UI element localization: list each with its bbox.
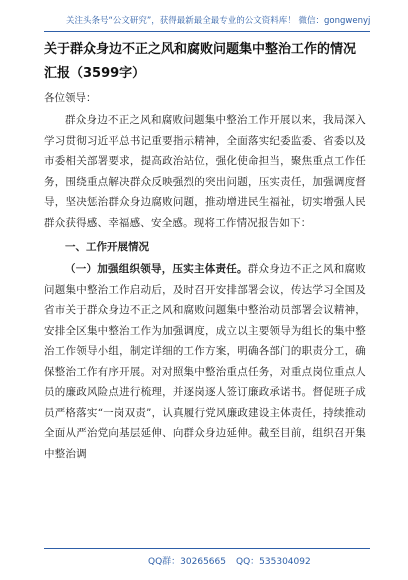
subsection-body-1: 群众身边不正之风和腐败问题集中整治工作启动后，及时召开安排部署会议，传达学习全国及省市关于群众身边不正之风和腐败问题集中整治动员部署会议精神，安排全区集中整治工作为加强调度，成立以主要领导为组长的集中整治工作领导小组，制定详细的工作方案，明确各部门的职责分工，确保整治工作有序开展。对对照集中整治重点任务，对重点岗位重点人员的廉政风险点进行梳理，并逐岗逐人签订廉政承诺书。督促班子成员严格落实“一岗双责”，认真履行党风廉政建设主体责任，持续推动全面从严治党向基层延伸、向群众身边延伸。截至目前，组织召开集中整治调 <box>44 263 366 460</box>
section-heading-1: 一、工作开展情况 <box>65 241 149 253</box>
footer-qq-group: QQ群：30265665 <box>148 557 226 567</box>
document-body <box>44 38 366 464</box>
subsection-paragraph-1 <box>44 259 366 464</box>
footer-qq-contact: QQ：535304092 <box>236 557 311 567</box>
footer-divider <box>44 548 370 549</box>
subsection-lead-1: （一）加强组织领导，压实主体责任。 <box>65 263 248 275</box>
page-footer <box>0 550 408 568</box>
intro-paragraph: 群众身边不正之风和腐败问题集中整治工作开展以来，我局深入学习贯彻习近平总书记重要指示精神，全面落实纪委监委、省委以及市委相关部署要求，提高政治站位，强化使命担当，聚焦重点工作任务，围绕重点解决群众反映强烈的突出问题，压实责任，加强调度督导，坚决惩治群众身边腐败问题，推动增进民生福祉，切实增强人民群众获得感、幸福感、安全感。现将工作情况报告如下： <box>44 114 366 229</box>
greeting: 各位领导： <box>44 92 97 104</box>
header-notice: 关注头条号“公文研究”，获得最新最全最专业的公文资料库！ 微信：gongwenyj <box>66 16 371 26</box>
document-title: 关于群众身边不正之风和腐败问题集中整治工作的情况汇报（3599字） <box>44 42 357 81</box>
header-divider <box>44 31 370 32</box>
